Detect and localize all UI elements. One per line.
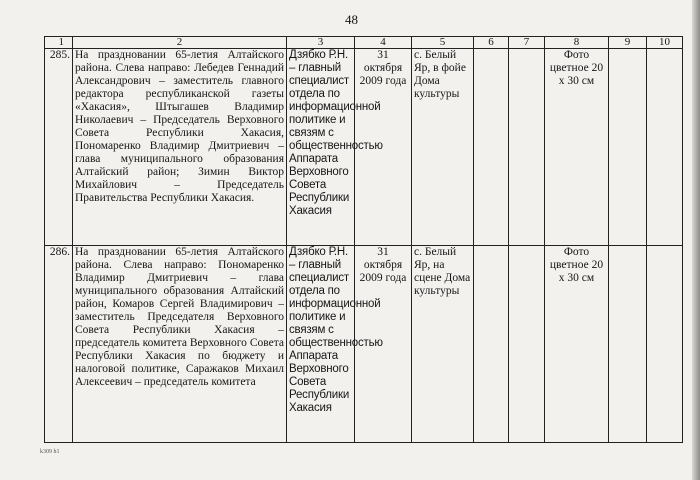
- column-header: 4: [355, 37, 412, 49]
- empty-cell: [474, 49, 509, 246]
- empty-cell: [609, 246, 647, 443]
- record-carrier: Фото цветное 20 х 30 см: [545, 49, 609, 246]
- record-number: 285.: [45, 49, 73, 246]
- empty-cell: [509, 246, 545, 443]
- record-place: с. Белый Яр, в фойе Дома культуры: [412, 49, 474, 246]
- column-header: 3: [287, 37, 355, 49]
- record-author: Дзябко Р.Н. – главный специалист отдела по информационной политике и связям с общественностью Аппарата Верховного Совета Республики Хакасия: [287, 246, 355, 443]
- table-row: [45, 246, 683, 443]
- empty-cell: [609, 49, 647, 246]
- page-number: 48: [345, 12, 358, 27]
- empty-cell: [647, 246, 683, 443]
- record-date: 31 октября 2009 года: [355, 246, 412, 443]
- empty-cell: [509, 49, 545, 246]
- column-header-row: [45, 37, 683, 49]
- record-description: На праздновании 65-летия Алтайского района. Слева направо: Лебедев Геннадий Александрович – заместитель главного редактора республиканской газеты «Хакасия», Штыгашев Владимир Николаевич – Председатель Верховного Совета Республики Хакасия, Пономаренко Владимир Дмитриевич – глава муниципального образования Алтайский район; Зимин Виктор Михайлович – Председатель Правительства Республики Хакасия.: [73, 49, 287, 246]
- column-header: 7: [509, 37, 545, 49]
- column-header: 1: [45, 37, 73, 49]
- scan-shadow-edge: [692, 0, 700, 480]
- photo-register-table: [44, 36, 683, 443]
- table-row: [45, 49, 683, 246]
- column-header: 6: [474, 37, 509, 49]
- footer-code: k309 h1: [40, 449, 60, 455]
- record-number: 286.: [45, 246, 73, 443]
- record-date: 31 октября 2009 года: [355, 49, 412, 246]
- column-header: 9: [609, 37, 647, 49]
- column-header: 8: [545, 37, 609, 49]
- record-place: с. Белый Яр, на сцене Дома культуры: [412, 246, 474, 443]
- empty-cell: [474, 246, 509, 443]
- record-carrier: Фото цветное 20 х 30 см: [545, 246, 609, 443]
- column-header: 10: [647, 37, 683, 49]
- empty-cell: [647, 49, 683, 246]
- record-description: На праздновании 65-летия Алтайского района. Слева направо: Пономаренко Владимир Дмитриевич – глава муниципального образования Алтайский район, Комаров Сергей Владимирович – заместитель Председателя Верховного Совета Республики Хакасия – председатель комитета Верховного Совета Республики Хакасия по бюджету и налоговой политике, Саражаков Михаил Алексеевич – председатель комитета: [73, 246, 287, 443]
- record-author: Дзябко Р.Н. – главный специалист отдела по информационной политике и связям с общественностью Аппарата Верховного Совета Республики Хакасия: [287, 49, 355, 246]
- column-header: 5: [412, 37, 474, 49]
- column-header: 2: [73, 37, 287, 49]
